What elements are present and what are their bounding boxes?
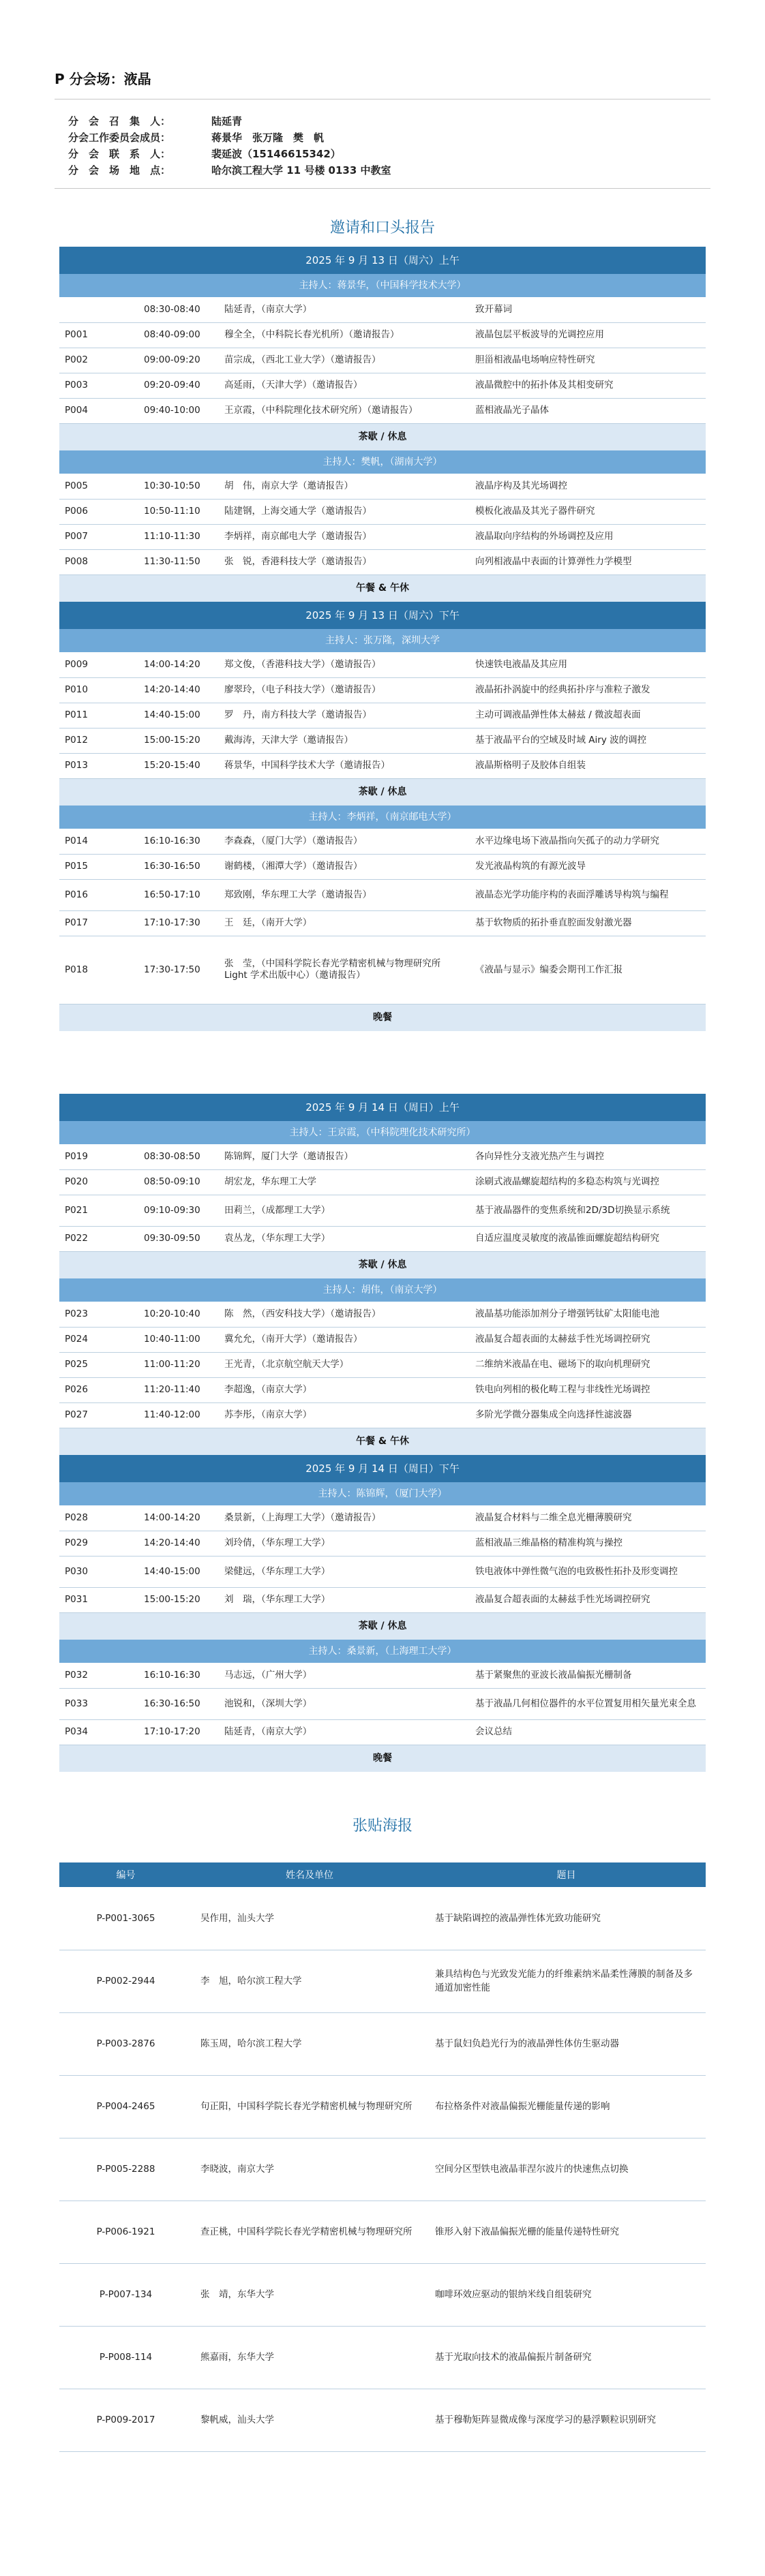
talk-time: 10:20-10:40 bbox=[138, 1302, 219, 1327]
talk-code: P005 bbox=[59, 474, 138, 499]
talk-code: P031 bbox=[59, 1587, 138, 1612]
poster-author: 句正阳，中国科学院长春光学精密机械与物理研究所 bbox=[192, 2075, 427, 2138]
talk-time: 14:40-15:00 bbox=[138, 1556, 219, 1587]
break-bar-row bbox=[59, 1745, 706, 1772]
poster-col-title: 题目 bbox=[427, 1862, 706, 1887]
poster-code: P-P009-2017 bbox=[59, 2389, 192, 2451]
poster-title: 基于穆勒矩阵显微成像与深度学习的悬浮颗粒识别研究 bbox=[427, 2389, 706, 2451]
talk-time: 11:10-11:30 bbox=[138, 524, 219, 549]
talk-row bbox=[59, 1402, 706, 1428]
talk-code: P004 bbox=[59, 398, 138, 423]
oral-section-heading: 邀请和口头报告 bbox=[329, 219, 435, 236]
talk-row bbox=[59, 398, 706, 423]
talk-time: 11:40-12:00 bbox=[138, 1402, 219, 1428]
talk-row bbox=[59, 677, 706, 703]
talk-time: 10:40-11:00 bbox=[138, 1327, 219, 1352]
break-bar: 晚餐 bbox=[59, 1745, 706, 1772]
info-label: 分 会 召 集 人： bbox=[68, 115, 171, 127]
talk-title: 致开幕词 bbox=[470, 297, 706, 322]
talk-speaker: 梁健远，（华东理工大学） bbox=[219, 1556, 470, 1587]
talk-code: P014 bbox=[59, 829, 138, 854]
chair-bar-row bbox=[59, 629, 706, 652]
poster-row bbox=[59, 2326, 706, 2389]
poster-author: 查正桃，中国科学院长春光学精密机械与物理研究所 bbox=[192, 2201, 427, 2263]
session-date-bar-row bbox=[59, 247, 706, 274]
talk-code: P010 bbox=[59, 677, 138, 703]
poster-author: 李 旭，哈尔滨工程大学 bbox=[192, 1950, 427, 2012]
talk-title: 会议总结 bbox=[470, 1719, 706, 1745]
talk-time: 14:00-14:20 bbox=[138, 652, 219, 677]
break-bar-row bbox=[59, 574, 706, 602]
break-bar-row bbox=[59, 1004, 706, 1031]
talk-title: 基于液晶器件的变焦系统和2D/3D切换显示系统 bbox=[470, 1195, 706, 1226]
talk-time: 15:00-15:20 bbox=[138, 728, 219, 753]
talk-speaker: 苗宗成，（西北工业大学）（邀请报告） bbox=[219, 348, 470, 373]
info-value: 陆延青 bbox=[211, 115, 243, 127]
talk-speaker: 陈锦辉，厦门大学（邀请报告） bbox=[219, 1144, 470, 1169]
talk-code: P018 bbox=[59, 936, 138, 1004]
talk-speaker: 胡宏龙，华东理工大学 bbox=[219, 1169, 470, 1195]
session-date-bar: 2025 年 9 月 14 日（周日）上午 bbox=[59, 1094, 706, 1121]
break-bar-row bbox=[59, 1251, 706, 1278]
talk-speaker: 袁丛龙，（华东理工大学） bbox=[219, 1226, 470, 1251]
talk-code: P034 bbox=[59, 1719, 138, 1745]
info-row-convener bbox=[68, 113, 697, 129]
talk-speaker: 马志远，（广州大学） bbox=[219, 1663, 470, 1688]
info-row-venue bbox=[68, 162, 697, 179]
poster-title: 空间分区型铁电液晶菲涅尔波片的快速焦点切换 bbox=[427, 2138, 706, 2201]
talk-time: 11:30-11:50 bbox=[138, 549, 219, 574]
talk-speaker: 池锐和，（深圳大学） bbox=[219, 1688, 470, 1719]
talk-title: 各向异性分支液光热产生与调控 bbox=[470, 1144, 706, 1169]
talk-row bbox=[59, 910, 706, 936]
talk-code: P026 bbox=[59, 1377, 138, 1402]
chair-bar-row bbox=[59, 1278, 706, 1302]
poster-row bbox=[59, 2201, 706, 2263]
talk-row bbox=[59, 524, 706, 549]
poster-code: P-P004-2465 bbox=[59, 2075, 192, 2138]
talk-speaker: 罗 丹，南方科技大学（邀请报告） bbox=[219, 703, 470, 728]
talk-speaker: 陆建钢，上海交通大学（邀请报告） bbox=[219, 499, 470, 524]
talk-speaker: 冀允允，（南开大学）（邀请报告） bbox=[219, 1327, 470, 1352]
talk-row bbox=[59, 348, 706, 373]
talk-title: 液晶微腔中的拓扑体及其相变研究 bbox=[470, 373, 706, 398]
talk-code: P006 bbox=[59, 499, 138, 524]
poster-title: 基于光取向技术的液晶偏振片制备研究 bbox=[427, 2326, 706, 2389]
chair-bar: 主持人：蒋景华，（中国科学技术大学） bbox=[59, 274, 706, 297]
talk-title: 蓝相液晶光子晶体 bbox=[470, 398, 706, 423]
talk-code: P028 bbox=[59, 1505, 138, 1531]
break-bar-row bbox=[59, 1612, 706, 1640]
session-title: P 分会场：液晶 bbox=[55, 68, 710, 99]
info-label: 分会工作委员会成员： bbox=[68, 132, 171, 144]
poster-row bbox=[59, 2389, 706, 2451]
talk-code: P016 bbox=[59, 879, 138, 910]
talk-row bbox=[59, 297, 706, 322]
talk-row bbox=[59, 728, 706, 753]
poster-code: P-P006-1921 bbox=[59, 2201, 192, 2263]
talk-title: 基于液晶几何相位器件的水平位置复用相矢量光束全息 bbox=[470, 1688, 706, 1719]
talk-title: 液晶序构及其光场调控 bbox=[470, 474, 706, 499]
talk-row bbox=[59, 1688, 706, 1719]
talk-title: 液晶包层平板波导的光调控应用 bbox=[470, 322, 706, 348]
chair-bar: 主持人：王京霞，（中科院理化技术研究所） bbox=[59, 1121, 706, 1144]
talk-speaker: 郑致刚，华东理工大学（邀请报告） bbox=[219, 879, 470, 910]
poster-header-row bbox=[59, 1862, 706, 1887]
talk-title: 液晶复合材料与二维全息光栅薄膜研究 bbox=[470, 1505, 706, 1531]
poster-author: 吴作用，汕头大学 bbox=[192, 1887, 427, 1950]
info-value: 哈尔滨工程大学 11 号楼 0133 中教室 bbox=[211, 164, 391, 177]
chair-bar-row bbox=[59, 1640, 706, 1663]
talk-speaker: 刘 瑞，（华东理工大学） bbox=[219, 1587, 470, 1612]
poster-row bbox=[59, 2263, 706, 2326]
talk-title: 铁电液体中弹性微气泡的电致极性拓扑及形变调控 bbox=[470, 1556, 706, 1587]
talk-time: 09:00-09:20 bbox=[138, 348, 219, 373]
talk-time: 16:30-16:50 bbox=[138, 1688, 219, 1719]
talk-title: 液晶取向序结构的外场调控及应用 bbox=[470, 524, 706, 549]
talk-code: P033 bbox=[59, 1688, 138, 1719]
chair-bar-row bbox=[59, 1482, 706, 1505]
poster-author: 李晓波，南京大学 bbox=[192, 2138, 427, 2201]
talk-speaker: 田莉兰，（成都理工大学） bbox=[219, 1195, 470, 1226]
poster-row bbox=[59, 1887, 706, 1950]
poster-code: P-P003-2876 bbox=[59, 2012, 192, 2075]
poster-title: 兼具结构色与光致发光能力的纤维素纳米晶柔性薄膜的制备及多通道加密性能 bbox=[427, 1950, 706, 2012]
talk-speaker: 陈 然，（西安科技大学）（邀请报告） bbox=[219, 1302, 470, 1327]
talk-row bbox=[59, 1226, 706, 1251]
poster-title: 基于鼠妇负趋光行为的液晶弹性体仿生驱动器 bbox=[427, 2012, 706, 2075]
talk-time: 08:30-08:40 bbox=[138, 297, 219, 322]
poster-row bbox=[59, 2012, 706, 2075]
talk-code: P008 bbox=[59, 549, 138, 574]
talk-time: 10:50-11:10 bbox=[138, 499, 219, 524]
talk-speaker: 张 莹，（中国科学院长春光学精密机械与物理研究所 Light 学术出版中心）（邀请报告） bbox=[219, 936, 470, 1004]
break-bar-row bbox=[59, 778, 706, 806]
talk-row bbox=[59, 1302, 706, 1327]
talk-code bbox=[59, 297, 138, 322]
talk-row bbox=[59, 829, 706, 854]
poster-code: P-P005-2288 bbox=[59, 2138, 192, 2201]
talk-code: P027 bbox=[59, 1402, 138, 1428]
poster-title: 锥形入射下液晶偏振光栅的能量传递特性研究 bbox=[427, 2201, 706, 2263]
poster-author: 熊嘉雨，东华大学 bbox=[192, 2326, 427, 2389]
poster-code: P-P007-134 bbox=[59, 2263, 192, 2326]
talk-title: 基于软物质的拓扑垂直腔面发射激光器 bbox=[470, 910, 706, 936]
talk-title: 蓝相液晶三维晶格的精准构筑与操控 bbox=[470, 1531, 706, 1556]
chair-bar-row bbox=[59, 1121, 706, 1144]
talk-title: 液晶态光学功能序构的表面浮雕诱导构筑与编程 bbox=[470, 879, 706, 910]
talk-row bbox=[59, 474, 706, 499]
chair-bar: 主持人：张万隆，深圳大学 bbox=[59, 629, 706, 652]
talk-speaker: 穆全全，（中科院长春光机所）（邀请报告） bbox=[219, 322, 470, 348]
talk-code: P017 bbox=[59, 910, 138, 936]
talk-code: P013 bbox=[59, 753, 138, 778]
talk-time: 09:20-09:40 bbox=[138, 373, 219, 398]
talk-speaker: 蒋景华，中国科学技术大学（邀请报告） bbox=[219, 753, 470, 778]
talk-row bbox=[59, 1505, 706, 1531]
talk-row bbox=[59, 652, 706, 677]
talk-time: 14:40-15:00 bbox=[138, 703, 219, 728]
break-bar: 茶歇 / 休息 bbox=[59, 778, 706, 806]
talk-time: 16:50-17:10 bbox=[138, 879, 219, 910]
talk-code: P003 bbox=[59, 373, 138, 398]
session-date-bar-row bbox=[59, 1094, 706, 1121]
talk-row bbox=[59, 499, 706, 524]
talk-time: 09:30-09:50 bbox=[138, 1226, 219, 1251]
talk-speaker: 胡 伟，南京大学（邀请报告） bbox=[219, 474, 470, 499]
talk-row bbox=[59, 1169, 706, 1195]
talk-code: P011 bbox=[59, 703, 138, 728]
poster-row bbox=[59, 2075, 706, 2138]
talk-time: 14:20-14:40 bbox=[138, 677, 219, 703]
break-bar: 茶歇 / 休息 bbox=[59, 1251, 706, 1278]
talk-code: P007 bbox=[59, 524, 138, 549]
talk-title: 主动可调液晶弹性体太赫兹 / 微波超表面 bbox=[470, 703, 706, 728]
session-date-bar: 2025 年 9 月 13 日（周六）上午 bbox=[59, 247, 706, 274]
poster-section-heading: 张贴海报 bbox=[352, 1818, 412, 1835]
session-date-bar: 2025 年 9 月 13 日（周六）下午 bbox=[59, 602, 706, 629]
talk-speaker: 廖翠玲，（电子科技大学）（邀请报告） bbox=[219, 677, 470, 703]
talk-time: 17:30-17:50 bbox=[138, 936, 219, 1004]
talk-speaker: 李超逸，（南京大学） bbox=[219, 1377, 470, 1402]
talk-title: 液晶基功能添加剂分子增强钙钛矿太阳能电池 bbox=[470, 1302, 706, 1327]
talk-title: 胆甾相液晶电场响应特性研究 bbox=[470, 348, 706, 373]
talk-title: 自适应温度灵敏度的液晶锥面螺旋超结构研究 bbox=[470, 1226, 706, 1251]
talk-code: P020 bbox=[59, 1169, 138, 1195]
talk-speaker: 苏李彤，（南京大学） bbox=[219, 1402, 470, 1428]
talk-speaker: 王光青，（北京航空航天大学） bbox=[219, 1352, 470, 1377]
talk-time: 16:30-16:50 bbox=[138, 854, 219, 879]
info-row-committee bbox=[68, 129, 697, 146]
talk-row bbox=[59, 373, 706, 398]
talk-speaker: 桑景新，（上海理工大学）（邀请报告） bbox=[219, 1505, 470, 1531]
info-label: 分 会 联 系 人： bbox=[68, 148, 171, 160]
schedule-table-day1 bbox=[59, 247, 706, 1031]
talk-time: 09:10-09:30 bbox=[138, 1195, 219, 1226]
talk-code: P024 bbox=[59, 1327, 138, 1352]
talk-row bbox=[59, 1377, 706, 1402]
chair-bar: 主持人：李炳祥，（南京邮电大学） bbox=[59, 806, 706, 829]
talk-time: 14:20-14:40 bbox=[138, 1531, 219, 1556]
talk-row bbox=[59, 1195, 706, 1226]
info-value: 蒋景华 张万隆 樊 帆 bbox=[211, 132, 325, 144]
talk-code: P029 bbox=[59, 1531, 138, 1556]
talk-time: 11:00-11:20 bbox=[138, 1352, 219, 1377]
talk-row bbox=[59, 1144, 706, 1169]
talk-speaker: 张 锐，香港科技大学（邀请报告） bbox=[219, 549, 470, 574]
talk-title: 基于液晶平台的空域及时域 Airy 波的调控 bbox=[470, 728, 706, 753]
talk-title: 液晶拓扑涡旋中的经典拓扑序与准粒子激发 bbox=[470, 677, 706, 703]
break-bar: 茶歇 / 休息 bbox=[59, 423, 706, 450]
talk-title: 二维纳米液晶在电、磁场下的取向机理研究 bbox=[470, 1352, 706, 1377]
break-bar: 晚餐 bbox=[59, 1004, 706, 1031]
talk-speaker: 王 廷，（南开大学） bbox=[219, 910, 470, 936]
talk-code: P032 bbox=[59, 1663, 138, 1688]
talk-title: 发光液晶构筑的有源光波导 bbox=[470, 854, 706, 879]
talk-code: P002 bbox=[59, 348, 138, 373]
talk-speaker: 李炳祥，南京邮电大学（邀请报告） bbox=[219, 524, 470, 549]
talk-code: P022 bbox=[59, 1226, 138, 1251]
talk-speaker: 王京霞，（中科院理化技术研究所）（邀请报告） bbox=[219, 398, 470, 423]
talk-title: 液晶斯格明子及胶体自组装 bbox=[470, 753, 706, 778]
talk-row bbox=[59, 1663, 706, 1688]
talk-speaker: 陆延青，（南京大学） bbox=[219, 297, 470, 322]
talk-time: 15:20-15:40 bbox=[138, 753, 219, 778]
talk-time: 16:10-16:30 bbox=[138, 829, 219, 854]
talk-code: P015 bbox=[59, 854, 138, 879]
talk-speaker: 高延雨，（天津大学）（邀请报告） bbox=[219, 373, 470, 398]
chair-bar-row bbox=[59, 806, 706, 829]
talk-row bbox=[59, 549, 706, 574]
poster-author: 陈玉周，哈尔滨工程大学 bbox=[192, 2012, 427, 2075]
chair-bar: 主持人：樊帆，（湖南大学） bbox=[59, 450, 706, 474]
poster-code: P-P001-3065 bbox=[59, 1887, 192, 1950]
talk-title: 《液晶与显示》编委会期刊工作汇报 bbox=[470, 936, 706, 1004]
poster-col-code: 编号 bbox=[59, 1862, 192, 1887]
talk-title: 铁电向列相的极化畴工程与非线性光场调控 bbox=[470, 1377, 706, 1402]
talk-row bbox=[59, 1556, 706, 1587]
break-bar-row bbox=[59, 1428, 706, 1455]
talk-title: 模板化液晶及其光子器件研究 bbox=[470, 499, 706, 524]
talk-speaker: 刘玲倩，（华东理工大学） bbox=[219, 1531, 470, 1556]
talk-time: 17:10-17:20 bbox=[138, 1719, 219, 1745]
talk-code: P021 bbox=[59, 1195, 138, 1226]
talk-row bbox=[59, 703, 706, 728]
talk-speaker: 谢鹤楼，（湘潭大学）（邀请报告） bbox=[219, 854, 470, 879]
break-bar: 茶歇 / 休息 bbox=[59, 1612, 706, 1640]
chair-bar: 主持人：桑景新，（上海理工大学） bbox=[59, 1640, 706, 1663]
info-row-contact bbox=[68, 146, 697, 162]
talk-time: 16:10-16:30 bbox=[138, 1663, 219, 1688]
talk-time: 08:50-09:10 bbox=[138, 1169, 219, 1195]
talk-row bbox=[59, 936, 706, 1004]
talk-speaker: 李森森，（厦门大学）（邀请报告） bbox=[219, 829, 470, 854]
talk-time: 08:30-08:50 bbox=[138, 1144, 219, 1169]
talk-title: 多阶光学微分器集成全向选择性滤波器 bbox=[470, 1402, 706, 1428]
poster-col-author: 姓名及单位 bbox=[192, 1862, 427, 1887]
talk-title: 水平边缘电场下液晶指向矢孤子的动力学研究 bbox=[470, 829, 706, 854]
poster-author: 张 靖，东华大学 bbox=[192, 2263, 427, 2326]
talk-row bbox=[59, 1352, 706, 1377]
session-date-bar-row bbox=[59, 602, 706, 629]
talk-time: 15:00-15:20 bbox=[138, 1587, 219, 1612]
talk-code: P012 bbox=[59, 728, 138, 753]
talk-time: 14:00-14:20 bbox=[138, 1505, 219, 1531]
info-value: 裴延波（15146615342） bbox=[211, 148, 341, 160]
talk-title: 基于紧聚焦的亚波长液晶偏振光栅制备 bbox=[470, 1663, 706, 1688]
day-separator bbox=[55, 1031, 710, 1094]
talk-time: 09:40-10:00 bbox=[138, 398, 219, 423]
poster-title: 咖啡环效应驱动的银纳米线自组装研究 bbox=[427, 2263, 706, 2326]
poster-title: 布拉格条件对液晶偏振光栅能量传递的影响 bbox=[427, 2075, 706, 2138]
talk-code: P030 bbox=[59, 1556, 138, 1587]
talk-row bbox=[59, 1587, 706, 1612]
talk-code: P023 bbox=[59, 1302, 138, 1327]
poster-row bbox=[59, 1950, 706, 2012]
talk-row bbox=[59, 879, 706, 910]
talk-row bbox=[59, 1531, 706, 1556]
session-info bbox=[55, 99, 710, 189]
chair-bar-row bbox=[59, 450, 706, 474]
talk-code: P001 bbox=[59, 322, 138, 348]
poster-code: P-P008-114 bbox=[59, 2326, 192, 2389]
chair-bar: 主持人：陈锦辉，（厦门大学） bbox=[59, 1482, 706, 1505]
talk-code: P019 bbox=[59, 1144, 138, 1169]
break-bar-row bbox=[59, 423, 706, 450]
session-date-bar-row bbox=[59, 1455, 706, 1482]
poster-title: 基于缺陷调控的液晶弹性体光致功能研究 bbox=[427, 1887, 706, 1950]
talk-row bbox=[59, 1327, 706, 1352]
break-bar: 午餐 & 午休 bbox=[59, 574, 706, 602]
talk-row bbox=[59, 322, 706, 348]
talk-title: 液晶复合超表面的太赫兹手性光场调控研究 bbox=[470, 1587, 706, 1612]
talk-title: 液晶复合超表面的太赫兹手性光场调控研究 bbox=[470, 1327, 706, 1352]
talk-speaker: 戴海涛，天津大学（邀请报告） bbox=[219, 728, 470, 753]
talk-row bbox=[59, 1719, 706, 1745]
talk-row bbox=[59, 854, 706, 879]
schedule-table-day2 bbox=[59, 1094, 706, 1772]
poster-table bbox=[59, 1862, 706, 2452]
talk-code: P009 bbox=[59, 652, 138, 677]
talk-speaker: 陆延青，（南京大学） bbox=[219, 1719, 470, 1745]
poster-row bbox=[59, 2138, 706, 2201]
talk-time: 08:40-09:00 bbox=[138, 322, 219, 348]
talk-title: 涂刷式液晶螺旋超结构的多稳态构筑与光调控 bbox=[470, 1169, 706, 1195]
talk-time: 11:20-11:40 bbox=[138, 1377, 219, 1402]
talk-title: 向列相液晶中表面的计算弹性力学模型 bbox=[470, 549, 706, 574]
poster-code: P-P002-2944 bbox=[59, 1950, 192, 2012]
talk-speaker: 郑文俊，（香港科技大学）（邀请报告） bbox=[219, 652, 470, 677]
chair-bar: 主持人：胡伟，（南京大学） bbox=[59, 1278, 706, 1302]
poster-author: 黎帆威，汕头大学 bbox=[192, 2389, 427, 2451]
talk-row bbox=[59, 753, 706, 778]
break-bar: 午餐 & 午休 bbox=[59, 1428, 706, 1455]
talk-time: 10:30-10:50 bbox=[138, 474, 219, 499]
session-date-bar: 2025 年 9 月 14 日（周日）下午 bbox=[59, 1455, 706, 1482]
talk-time: 17:10-17:30 bbox=[138, 910, 219, 936]
talk-title: 快速铁电液晶及其应用 bbox=[470, 652, 706, 677]
chair-bar-row bbox=[59, 274, 706, 297]
info-label: 分 会 场 地 点： bbox=[68, 164, 171, 177]
talk-code: P025 bbox=[59, 1352, 138, 1377]
